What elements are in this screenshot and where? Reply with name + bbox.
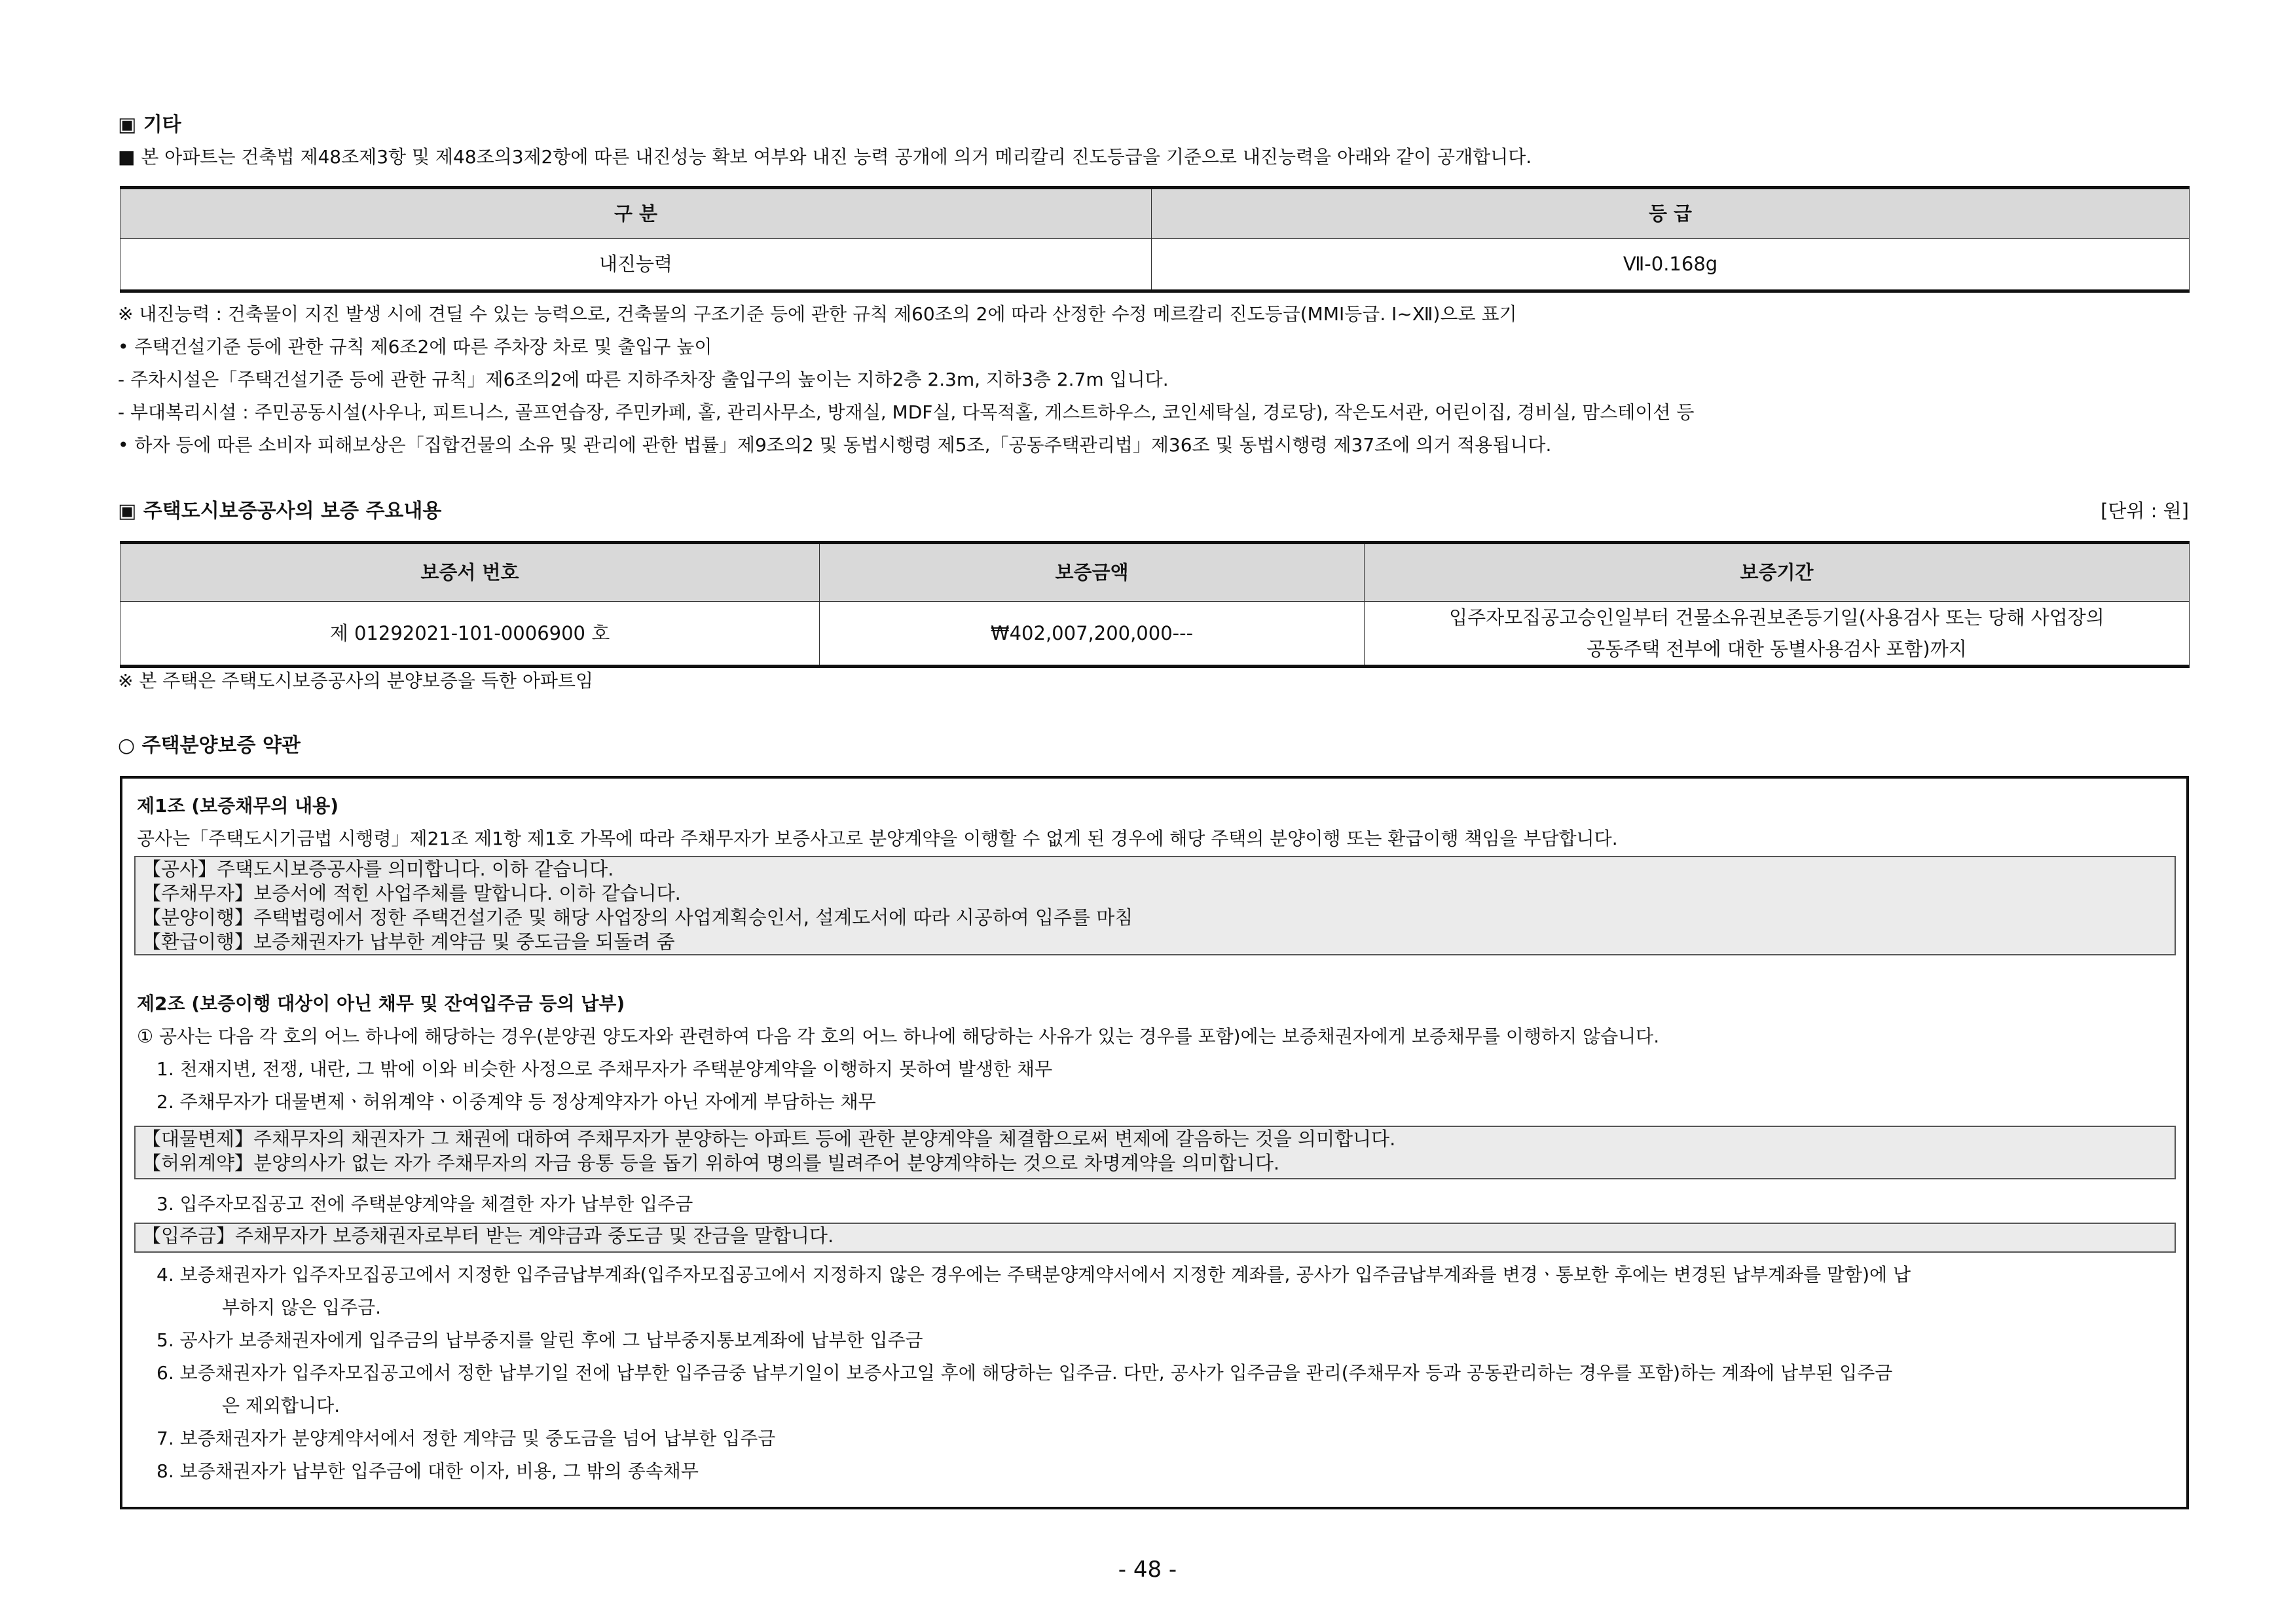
def-heowi: 【허위계약】분양의사가 없는 자가 주채무자의 자금 융통 등을 돕기 위하여 명의를 빌려주어 분양계약하는 것으로 차명계약을 의미합니다. <box>142 1152 1280 1174</box>
misc-note-2: • 주택건설기준 등에 관한 규칙 제6조2에 따른 주차장 차로 및 출입구 높이 <box>118 336 712 358</box>
art2-definitions-2 <box>134 1223 2176 1253</box>
guarantee-header-period: 보증기간 <box>1365 543 2190 602</box>
guarantee-cell-number: 제 01292021-101-0006900 호 <box>120 602 820 667</box>
def-bunyang: 【분양이행】주택법령에서 정한 주택건설기준 및 해당 사업장의 사업계획승인서, 설계도서에 따라 시공하여 입주를 마침 <box>142 906 1133 929</box>
art2-item-3: 3. 입주자모집공고 전에 주택분양계약을 체결한 자가 납부한 입주금 <box>156 1193 693 1215</box>
guarantee-period-line1: 입주자모집공고승인일부터 건물소유권보존등기일(사용검사 또는 당해 사업장의 <box>1449 606 2104 629</box>
art2-item-4-cont: 부하지 않은 입주금. <box>222 1297 382 1318</box>
seismic-table <box>120 186 2190 293</box>
misc-note-3: - 주차시설은「주택건설기준 등에 관한 규칙」제6조의2에 따른 지하주차장 출입구의 높이는 지하2층 2.3m, 지하3층 2.7m 입니다. <box>118 369 1169 390</box>
art2-item-7: 7. 보증채권자가 분양계약서에서 정한 계약금 및 중도금을 넘어 납부한 입주금 <box>156 1428 776 1449</box>
terms-box <box>120 776 2189 1509</box>
misc-note-1: ※ 내진능력 : 건축물이 지진 발생 시에 견딜 수 있는 능력으로, 건축물의 구조기준 등에 관한 규칙 제60조의 2에 따라 산정한 수정 메르칼리 진도등급(MMI등급. Ⅰ~Ⅻ)으로 표기 <box>118 303 1517 325</box>
guarantee-header-number: 보증서 번호 <box>120 543 820 602</box>
art1-body: 공사는「주택도시기금법 시행령」제21조 제1항 제1호 가목에 따라 주채무자가 보증사고로 분양계약을 이행할 수 없게 된 경우에 해당 주택의 분양이행 또는 환급이행 책임을 부담합니다. <box>137 828 1618 849</box>
def-juchaemuja: 【주채무자】보증서에 적힌 사업주체를 말합니다. 이하 같습니다. <box>142 882 681 904</box>
art2-definitions-1 <box>134 1126 2176 1179</box>
page-number: - 48 - <box>1118 1557 1177 1583</box>
seismic-header-grade: 등 급 <box>1152 188 2190 239</box>
def-gongsa: 【공사】주택도시보증공사를 의미합니다. 이하 같습니다. <box>142 858 614 880</box>
guarantee-table <box>120 541 2190 668</box>
art2-intro: ① 공사는 다음 각 호의 어느 하나에 해당하는 경우(분양권 양도자와 관련하여 다음 각 호의 어느 하나에 해당하는 사유가 있는 경우를 포함)에는 보증채권자에게 보증채무를 이행하지 않습니다. <box>137 1025 1660 1047</box>
misc-note-5: • 하자 등에 따른 소비자 피해보상은「집합건물의 소유 및 관리에 관한 법률」제9조의2 및 동법시행령 제5조,「공동주택관리법」제36조 및 동법시행령 제37조에 의거 적용됩니다. <box>118 434 1552 456</box>
seismic-header-category: 구 분 <box>120 188 1152 239</box>
art2-item-6-cont: 은 제외합니다. <box>222 1395 340 1416</box>
guarantee-period-line2: 공동주택 전부에 대한 동별사용검사 포함)까지 <box>1587 638 1967 660</box>
seismic-cell-grade: Ⅶ-0.168g <box>1152 239 2190 291</box>
art2-item-5: 5. 공사가 보증채권자에게 입주금의 납부중지를 알린 후에 그 납부중지통보계좌에 납부한 입주금 <box>156 1329 923 1351</box>
art2-item-6: 6. 보증채권자가 입주자모집공고에서 정한 납부기일 전에 납부한 입주금중 납부기일이 보증사고일 후에 해당하는 입주금. 다만, 공사가 입주금을 관리(주채무자 등과 공동관리하는 경우를 포함)하는 계좌에 납부된 입주금 <box>156 1362 1893 1384</box>
guarantee-note: ※ 본 주택은 주택도시보증공사의 분양보증을 득한 아파트임 <box>118 670 594 692</box>
art2-title: 제2조 (보증이행 대상이 아닌 채무 및 잔여입주금 등의 납부) <box>137 993 625 1014</box>
guarantee-cell-amount: ₩402,007,200,000--- <box>820 602 1365 667</box>
misc-heading: ▣ 기타 <box>118 113 181 136</box>
guarantee-cell-period <box>1365 602 2190 667</box>
def-ipjugeum: 【입주금】주채무자가 보증채권자로부터 받는 계약금과 중도금 및 잔금을 말합니다. <box>142 1225 834 1247</box>
def-hwangeup: 【환급이행】보증채권자가 납부한 계약금 및 중도금을 되돌려 줌 <box>142 931 675 953</box>
seismic-cell-category: 내진능력 <box>120 239 1152 291</box>
misc-note-4: - 부대복리시설 : 주민공동시설(사우나, 피트니스, 골프연습장, 주민카페, 홀, 관리사무소, 방재실, MDF실, 다목적홀, 게스트하우스, 코인세탁실, 경로당), 작은도서관, 어린이집, 경비실, 맘스테이션 등 <box>118 401 1695 423</box>
misc-intro: ■ 본 아파트는 건축법 제48조제3항 및 제48조의3제2항에 따른 내진성능 확보 여부와 내진 능력 공개에 의거 메리칼리 진도등급을 기준으로 내진능력을 아래와 같이 공개합니다. <box>118 146 1532 168</box>
terms-heading: ○ 주택분양보증 약관 <box>118 734 301 757</box>
art2-item-2: 2. 주채무자가 대물변제ㆍ허위계약ㆍ이중계약 등 정상계약자가 아닌 자에게 부담하는 채무 <box>156 1091 876 1113</box>
art2-item-1: 1. 천재지변, 전쟁, 내란, 그 밖에 이와 비슷한 사정으로 주채무자가 주택분양계약을 이행하지 못하여 발생한 채무 <box>156 1058 1053 1080</box>
art1-title: 제1조 (보증채무의 내용) <box>137 795 339 817</box>
guarantee-unit: [단위 : 원] <box>2101 500 2189 522</box>
guarantee-header-amount: 보증금액 <box>820 543 1365 602</box>
def-daemul: 【대물변제】주채무자의 채권자가 그 채권에 대하여 주채무자가 분양하는 아파트 등에 관한 분양계약을 체결함으로써 변제에 갈음하는 것을 의미합니다. <box>142 1128 1396 1150</box>
art2-item-4: 4. 보증채권자가 입주자모집공고에서 지정한 입주금납부계좌(입주자모집공고에서 지정하지 않은 경우에는 주택분양계약서에서 지정한 계좌를, 공사가 입주금납부계좌를 변경ㆍ통보한 후에는 변경된 납부계좌를 말함)에 납 <box>156 1264 1911 1285</box>
art1-definitions <box>134 856 2176 955</box>
art2-item-8: 8. 보증채권자가 납부한 입주금에 대한 이자, 비용, 그 밖의 종속채무 <box>156 1460 699 1482</box>
guarantee-heading: ▣ 주택도시보증공사의 보증 주요내용 <box>118 500 442 523</box>
